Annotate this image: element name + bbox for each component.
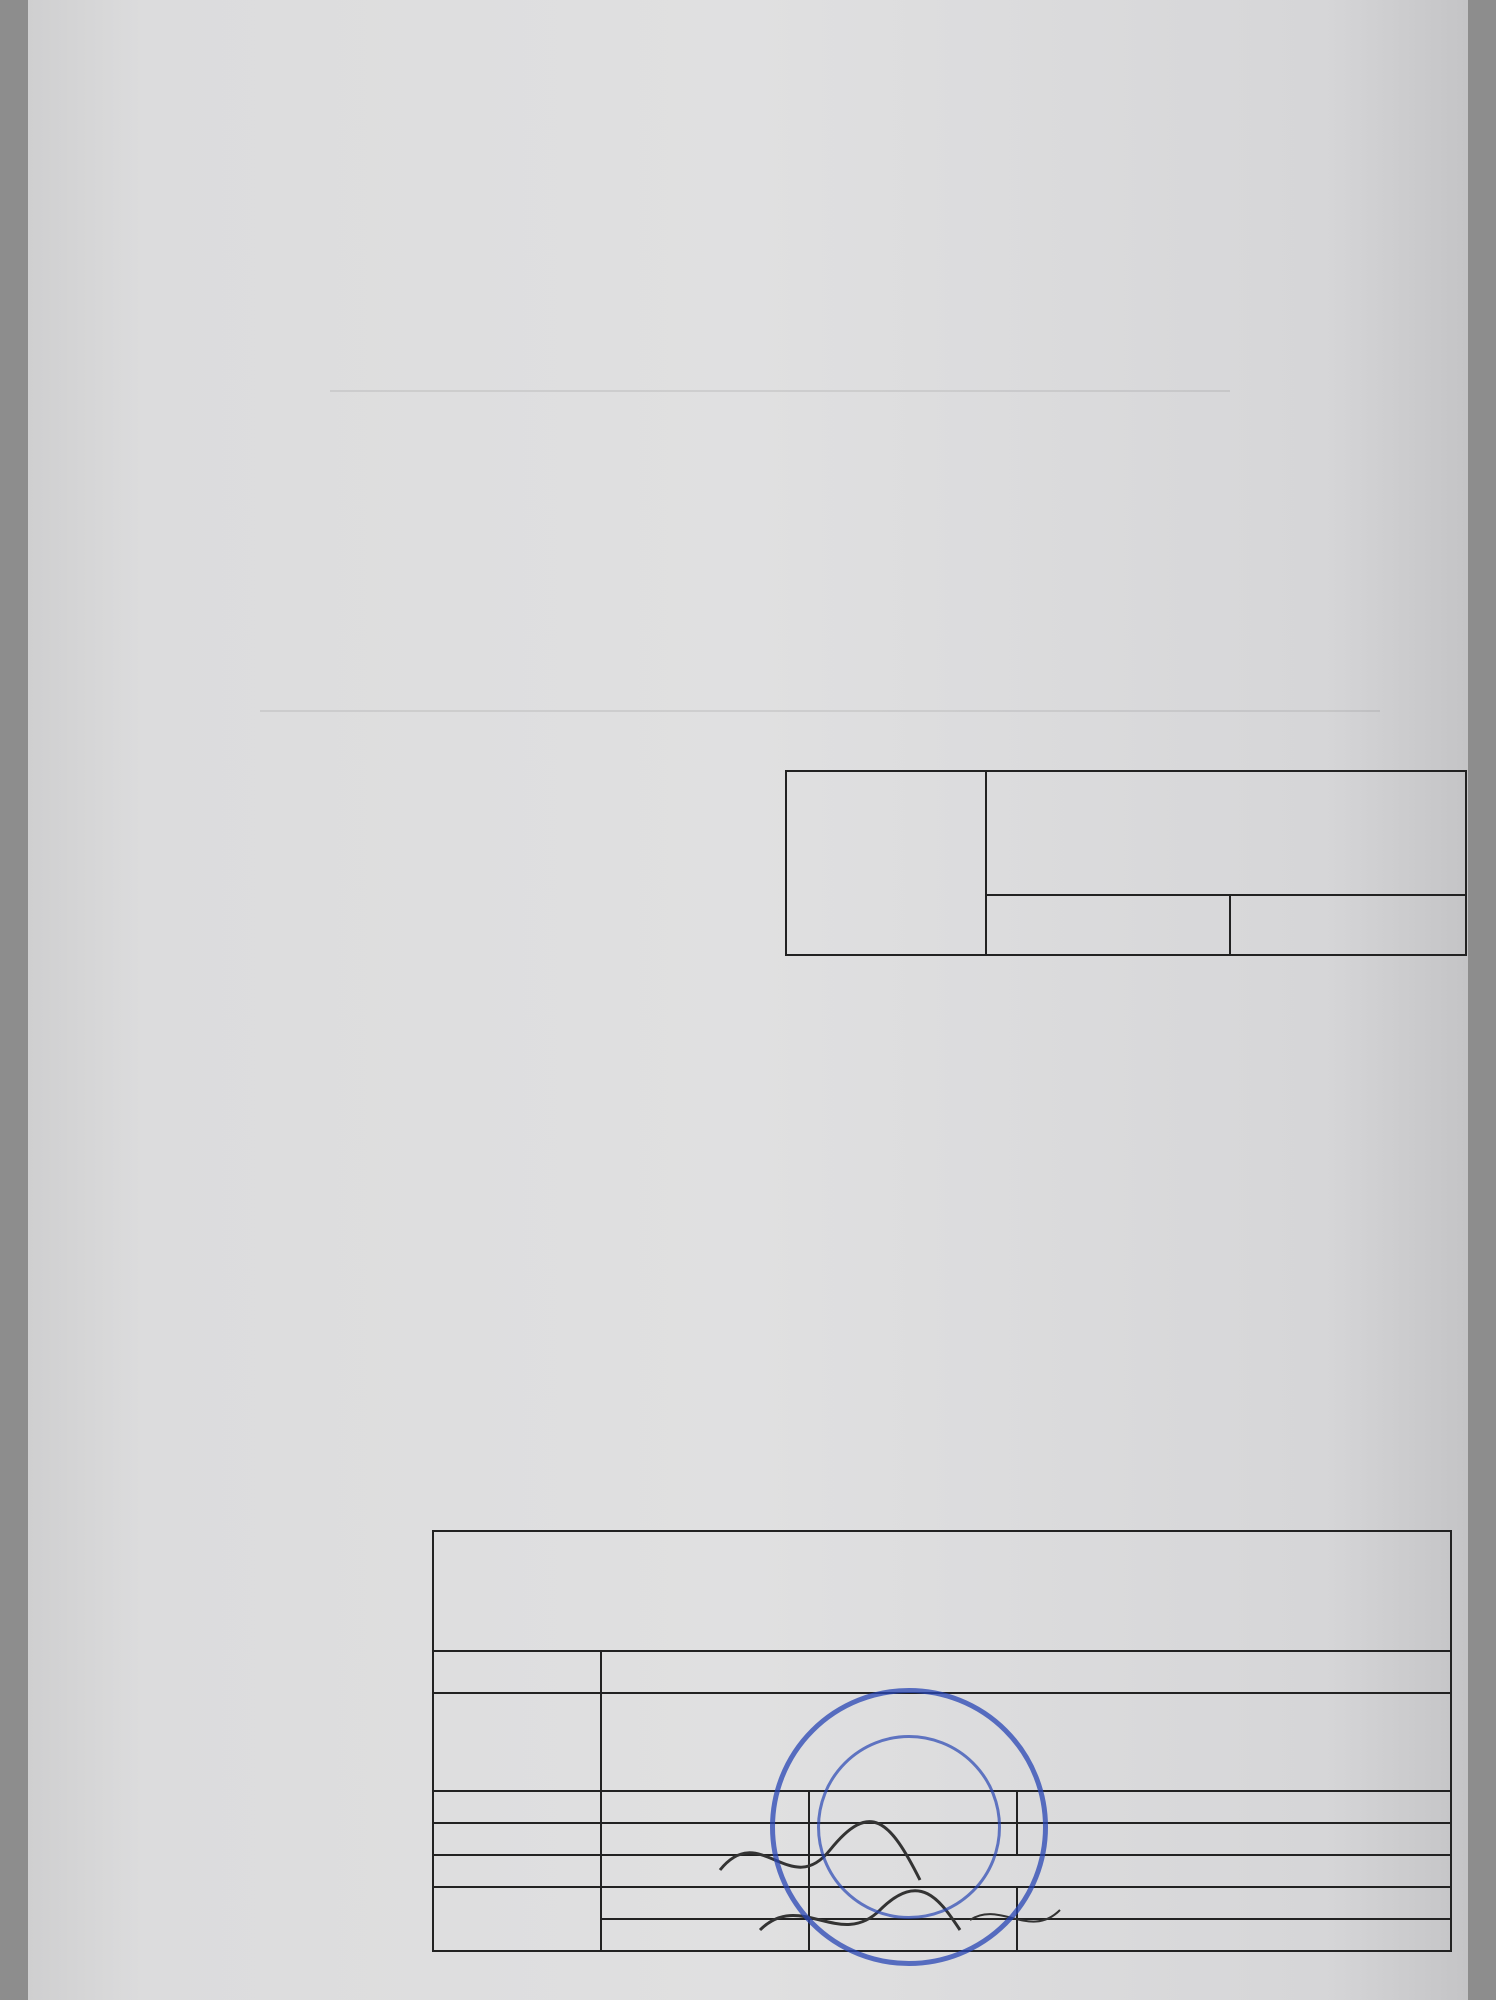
- boundary-plan: [0, 0, 1496, 760]
- executor-label: [433, 1855, 601, 1887]
- blank-cell: [433, 1887, 601, 1951]
- organization-header: [433, 1531, 1451, 1651]
- col-x-header: [986, 895, 1230, 955]
- seal-inner-ring: [817, 1735, 1001, 1919]
- col-coords-header: [986, 771, 1466, 895]
- object-label-cell: [433, 1693, 601, 1791]
- coordinates-table: [785, 770, 1467, 956]
- director-label: [433, 1791, 601, 1823]
- col-y-header: [1230, 895, 1466, 955]
- organization-seal: [770, 1688, 1048, 1966]
- col-point-header: [786, 771, 986, 955]
- deputy-label: [433, 1823, 601, 1855]
- customer-label: [433, 1651, 601, 1693]
- customer-value: [601, 1651, 1451, 1693]
